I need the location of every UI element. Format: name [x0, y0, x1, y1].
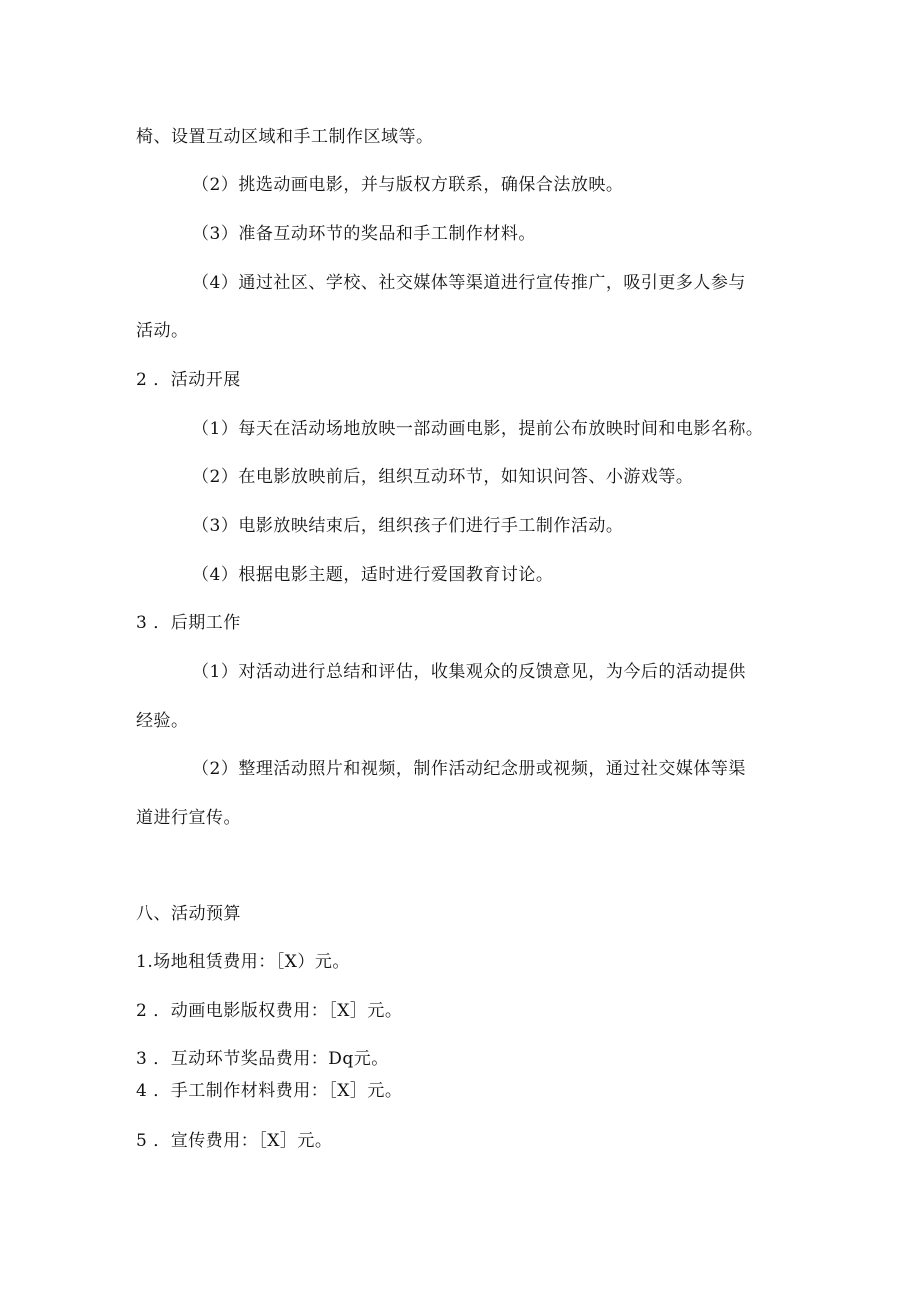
text-line: 椅、设置互动区域和手工制作区域等。	[136, 127, 434, 147]
section-heading: 3 ．后期工作	[136, 613, 241, 633]
text-line: （3）准备互动环节的奖品和手工制作材料。	[192, 224, 536, 244]
text-line: （2）在电影放映前后，组织互动环节，如知识问答、小游戏等。	[192, 467, 694, 487]
text-line: （4）根据电影主题，适时进行爱国教育讨论。	[192, 565, 554, 585]
text-line: （1）对活动进行总结和评估，收集观众的反馈意见，为今后的活动提供	[192, 662, 746, 682]
budget-item: 5 ．宣传费用：［X］元。	[136, 1131, 333, 1151]
budget-item: 4 ．手工制作材料费用：［X］元。	[136, 1081, 403, 1101]
section-heading: 2 ．活动开展	[136, 370, 241, 390]
text-line: 经验。	[136, 711, 189, 731]
text-line: （4）通过社区、学校、社交媒体等渠道进行宣传推广，吸引更多人参与	[192, 273, 746, 293]
text-line: 活动。	[136, 321, 189, 341]
text-line: （2）整理活动照片和视频，制作活动纪念册或视频，通过社交媒体等渠	[192, 759, 746, 779]
budget-item: 2 ．动画电影版权费用：［X］元。	[136, 1001, 403, 1021]
chapter-heading: 八、活动预算	[136, 904, 241, 924]
text-line: （1）每天在活动场地放映一部动画电影，提前公布放映时间和电影名称。	[192, 419, 764, 439]
budget-item: 1.场地租赁费用：［X）元。	[136, 952, 350, 972]
text-line: 道进行宣传。	[136, 808, 241, 828]
text-line: （3）电影放映结束后，组织孩子们进行手工制作活动。	[192, 516, 624, 536]
budget-item: 3 ．互动环节奖品费用：Dq元。	[136, 1049, 389, 1069]
text-line: （2）挑选动画电影，并与版权方联系，确保合法放映。	[192, 175, 624, 195]
